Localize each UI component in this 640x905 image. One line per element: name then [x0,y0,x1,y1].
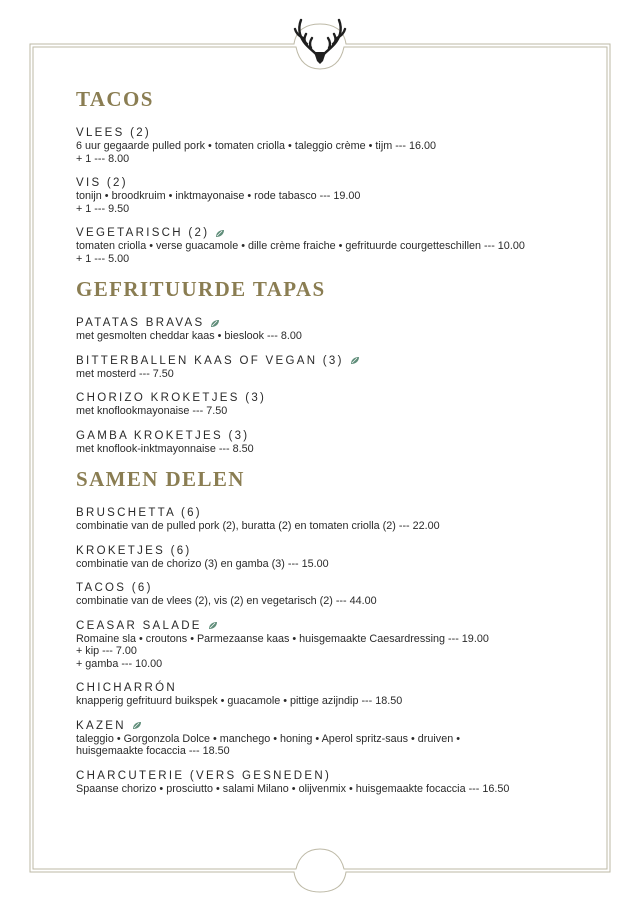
item-desc: 6 uur gegaarde pulled pork • tomaten criolla • taleggio crème • tijm --- 16.00 [76,140,437,152]
leaf-icon [215,229,225,238]
menu-item [76,681,596,708]
stag-antlers-icon [290,14,350,66]
item-name: BITTERBALLEN KAAS OF VEGAN (3) [76,354,344,367]
menu-content [76,86,596,806]
item-name: TACOS (6) [76,582,153,594]
item-name: CHORIZO KROKETJES (3) [76,392,267,404]
section-title: SAMEN DELEN [76,467,245,491]
menu-item [76,316,596,343]
section-gefrituurde-tapas [76,276,596,455]
section-samen-delen [76,466,596,795]
item-name: VLEES (2) [76,127,152,139]
item-name: KROKETJES (6) [76,544,192,557]
item-name-row [76,354,596,368]
item-desc: knapperig gefrituurd buikspek • guacamole • pittige azijndip --- 18.50 [76,695,403,707]
item-name: PATATAS BRAVAS [76,317,205,329]
menu-item [76,126,596,165]
item-desc: met mosterd --- 7.50 [76,367,174,380]
item-name: CHARCUTERIE (VERS GESNEDEN) [76,769,332,782]
menu-item [76,429,596,456]
leaf-icon [208,621,218,630]
item-desc: combinatie van de pulled pork (2), buratta (2) en tomaten criolla (2) --- 22.00 [76,520,440,532]
item-name: CHICHARRÓN [76,682,177,694]
item-name: KAZEN [76,719,126,732]
item-name-row [76,719,596,733]
menu-item [76,226,596,265]
section-tacos [76,86,596,265]
item-extra: + 1 --- 8.00 [76,152,130,165]
item-desc: Romaine sla • croutons • Parmezaanse kaas • huisgemaakte Caesardressing --- 19.00 [76,632,489,645]
item-desc: met knoflook-inktmayonnaise --- 8.50 [76,442,254,455]
leaf-icon [350,356,360,365]
item-desc-cont: huisgemaakte focaccia --- 18.50 [76,745,230,757]
item-name: VEGETARISCH (2) [76,227,210,239]
menu-item [76,769,596,796]
item-desc: tomaten criolla • verse guacamole • dille crème fraiche • gefrituurde courgetteschillen --- 10.00 [76,240,525,252]
menu-item [76,544,596,571]
menu-item [76,354,596,381]
item-desc: combinatie van de chorizo (3) en gamba (3) --- 15.00 [76,557,329,570]
item-extra: + 1 --- 5.00 [76,252,130,265]
item-desc: Spaanse chorizo • prosciutto • salami Milano • olijvenmix • huisgemaakte focaccia --- 16.50 [76,782,510,795]
item-name: GAMBA KROKETJES (3) [76,429,250,442]
item-name: VIS (2) [76,177,128,189]
item-desc: met gesmolten cheddar kaas • bieslook --- 8.00 [76,330,302,342]
menu-item [76,506,596,533]
item-extra: + kip --- 7.00 [76,645,137,657]
item-name-row [76,226,596,240]
item-desc: met knoflookmayonaise --- 7.50 [76,405,228,417]
item-extra: + 1 --- 9.50 [76,202,130,215]
section-title: TACOS [76,87,154,111]
menu-item [76,391,596,418]
item-name: CEASAR SALADE [76,619,202,632]
item-extra: + gamba --- 10.00 [76,657,163,670]
menu-item [76,719,596,758]
leaf-icon [132,721,142,730]
leaf-icon [210,319,220,328]
menu-item [76,619,596,671]
item-desc: combinatie van de vlees (2), vis (2) en vegetarisch (2) --- 44.00 [76,595,377,607]
item-desc: tonijn • broodkruim • inktmayonaise • rode tabasco --- 19.00 [76,190,361,202]
item-name: BRUSCHETTA (6) [76,507,202,519]
item-name-row [76,316,596,330]
menu-item [76,176,596,215]
item-name-row [76,619,596,633]
item-desc: taleggio • Gorgonzola Dolce • manchego • honing • Aperol spritz-saus • druiven • [76,732,460,745]
section-title: GEFRITUURDE TAPAS [76,277,326,301]
menu-item [76,581,596,608]
